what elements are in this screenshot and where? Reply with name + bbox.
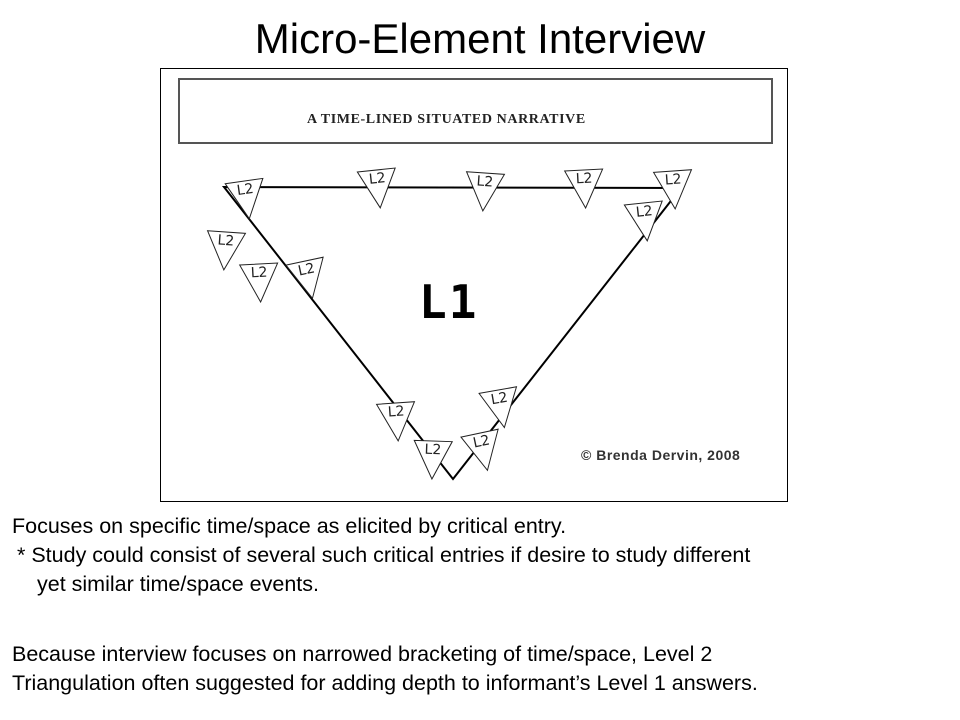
l2-marker — [413, 440, 452, 479]
l2-marker-label: L2 — [235, 180, 255, 200]
l2-marker-label: L2 — [296, 260, 317, 280]
l2-marker-label: L2 — [368, 170, 387, 188]
l2-marker-label: L2 — [475, 173, 494, 191]
l2-marker-label: L2 — [635, 203, 654, 221]
l2-marker-label: L2 — [216, 232, 235, 250]
l2-marker-label: L2 — [471, 432, 492, 452]
l2-marker-label: L2 — [664, 171, 683, 189]
l2-marker — [240, 263, 280, 303]
level-1-label: L1 — [419, 275, 479, 329]
l2-marker — [461, 429, 506, 474]
l2-marker-label: L2 — [489, 389, 509, 409]
l2-marker-label: L2 — [387, 403, 406, 421]
study-bullet-continuation: yet similar time/space events. — [37, 572, 319, 596]
triangulation-line-1: Because interview focuses on narrowed bracketing of time/space, Level 2 — [12, 642, 713, 666]
l2-marker — [624, 201, 666, 243]
narrative-diagram — [160, 68, 788, 502]
focus-paragraph — [12, 512, 750, 599]
main-triangle — [224, 187, 681, 479]
l2-marker — [464, 172, 505, 213]
l2-marker — [565, 169, 605, 209]
focus-line: Focuses on specific time/space as elicited by critical entry. — [12, 514, 567, 538]
triangulation-paragraph — [12, 640, 758, 698]
l2-marker — [377, 402, 418, 443]
l2-marker — [357, 168, 399, 210]
l2-marker — [479, 387, 523, 431]
banner-label: A TIME-LINED SITUATED NARRATIVE — [307, 112, 586, 127]
slide-title: Micro-Element Interview — [254, 15, 706, 62]
l2-marker-label: L2 — [250, 264, 268, 282]
l2-marker-label: L2 — [424, 441, 442, 459]
triangulation-line-2: Triangulation often suggested for adding depth to informant’s Level 1 answers. — [12, 671, 758, 695]
study-bullet: * Study could consist of several such critical entries if desire to study different — [17, 543, 751, 567]
l2-marker — [225, 178, 268, 221]
copyright-notice: © Brenda Dervin, 2008 — [581, 447, 741, 463]
l2-marker-label: L2 — [575, 170, 593, 188]
